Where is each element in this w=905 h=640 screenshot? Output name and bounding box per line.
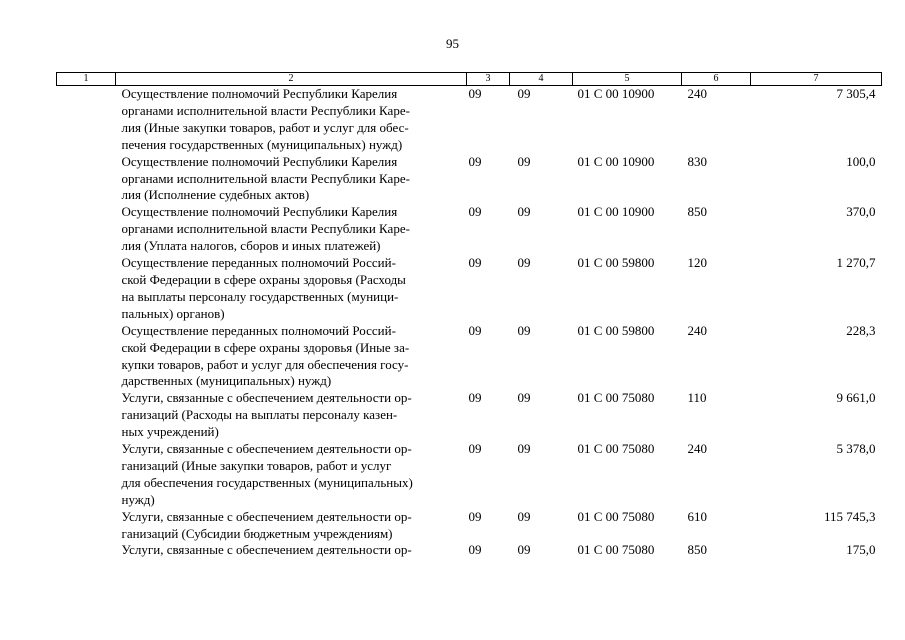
row-amount: 1 270,7 (836, 255, 876, 271)
row-expense-type: 240 (687, 86, 707, 101)
table-row (57, 154, 882, 205)
row-expense-type: 830 (687, 153, 707, 169)
row-subsection: 09 (517, 86, 531, 101)
row-expense-type: 110 (687, 390, 707, 406)
row-number-cell (57, 542, 116, 559)
header-col-6: 6 (682, 73, 751, 86)
description-line: органами исполнительной власти Республики Каре- (121, 170, 410, 186)
row-description (116, 390, 467, 441)
description-line: Осуществление переданных полномочий Россий- (121, 322, 396, 338)
description-line: ской Федерации в сфере охраны здоровья (Расходы (121, 271, 406, 287)
row-target-article: 01 С 00 75080 (577, 542, 655, 558)
description-line: ганизаций (Расходы на выплаты персоналу казен- (121, 407, 398, 423)
header-col-7: 7 (751, 73, 882, 86)
description-line: Осуществление полномочий Республики Карелия (121, 153, 398, 169)
row-subsection: 09 (517, 542, 531, 558)
row-section: 09 (468, 508, 482, 524)
row-section: 09 (468, 322, 482, 338)
row-target-article: 01 С 00 75080 (577, 441, 655, 457)
budget-table (56, 72, 882, 559)
row-subsection: 09 (517, 390, 531, 406)
table-row (57, 204, 882, 255)
description-line: Осуществление полномочий Республики Карелия (121, 86, 398, 101)
row-description (116, 323, 467, 391)
row-section: 09 (468, 542, 482, 558)
description-line: на выплаты персоналу государственных (муници- (121, 288, 399, 304)
row-description (116, 441, 467, 509)
description-line: Осуществление полномочий Республики Карелия (121, 204, 398, 220)
description-line: ской Федерации в сфере охраны здоровья (Иные за- (121, 339, 410, 355)
row-target-article: 01 С 00 10900 (577, 153, 655, 169)
row-section: 09 (468, 204, 482, 220)
row-description (116, 154, 467, 205)
row-number-cell (57, 441, 116, 509)
row-description (116, 509, 467, 543)
header-col-1: 1 (57, 73, 116, 86)
header-col-2: 2 (116, 73, 467, 86)
row-number-cell (57, 86, 116, 154)
row-section: 09 (468, 390, 482, 406)
row-description (116, 255, 467, 323)
row-section: 09 (468, 86, 482, 101)
row-expense-type: 120 (687, 255, 707, 271)
row-amount: 175,0 (846, 542, 876, 558)
row-target-article: 01 С 00 10900 (577, 204, 655, 220)
row-target-article: 01 С 00 59800 (577, 322, 655, 338)
row-subsection: 09 (517, 153, 531, 169)
description-line: Услуги, связанные с обеспечением деятельности ор- (121, 542, 412, 558)
row-subsection: 09 (517, 204, 531, 220)
row-amount: 100,0 (846, 153, 876, 169)
header-col-3: 3 (467, 73, 510, 86)
row-expense-type: 610 (687, 508, 707, 524)
row-expense-type: 850 (687, 204, 707, 220)
row-section: 09 (468, 441, 482, 457)
row-amount: 115 745,3 (823, 508, 876, 524)
row-expense-type: 240 (687, 441, 707, 457)
table-row (57, 323, 882, 391)
description-line: органами исполнительной власти Республики Каре- (121, 221, 410, 237)
row-amount: 9 661,0 (836, 390, 876, 406)
row-number-cell (57, 204, 116, 255)
header-col-5: 5 (573, 73, 682, 86)
table-row (57, 86, 882, 154)
row-expense-type: 240 (687, 322, 707, 338)
description-line: ганизаций (Субсидии бюджетным учреждениям) (121, 525, 393, 541)
row-target-article: 01 С 00 59800 (577, 255, 655, 271)
table-header (57, 73, 882, 86)
description-line: Услуги, связанные с обеспечением деятельности ор- (121, 441, 412, 457)
row-number-cell (57, 255, 116, 323)
table-row (57, 441, 882, 509)
row-section: 09 (468, 153, 482, 169)
row-number-cell (57, 323, 116, 391)
description-line: дарственных (муниципальных) нужд) (121, 373, 332, 389)
row-expense-type: 850 (687, 542, 707, 558)
table-row (57, 509, 882, 543)
description-line: Осуществление переданных полномочий Россий- (121, 255, 396, 271)
table-row (57, 255, 882, 323)
row-number-cell (57, 154, 116, 205)
description-line: лия (Исполнение судебных актов) (121, 187, 310, 203)
table-row (57, 542, 882, 559)
table-body (57, 86, 882, 560)
description-line: Услуги, связанные с обеспечением деятельности ор- (121, 508, 412, 524)
description-line: печения государственных (муниципальных) нужд) (121, 136, 403, 152)
row-amount: 370,0 (846, 204, 876, 220)
description-line: ных учреждений) (121, 424, 219, 440)
page-number: 95 (446, 36, 459, 51)
description-line: лия (Уплата налогов, сборов и иных платежей) (121, 238, 381, 254)
row-target-article: 01 С 00 10900 (577, 86, 655, 101)
row-description (116, 204, 467, 255)
header-col-4: 4 (510, 73, 573, 86)
description-line: Услуги, связанные с обеспечением деятельности ор- (121, 390, 412, 406)
row-target-article: 01 С 00 75080 (577, 390, 655, 406)
description-line: нужд) (121, 491, 155, 507)
header-row (57, 73, 882, 86)
row-amount: 228,3 (846, 322, 876, 338)
row-number-cell (57, 509, 116, 543)
row-section: 09 (468, 255, 482, 271)
row-subsection: 09 (517, 322, 531, 338)
description-line: ганизаций (Иные закупки товаров, работ и услуг (121, 457, 392, 473)
row-target-article: 01 С 00 75080 (577, 508, 655, 524)
description-line: органами исполнительной власти Республики Каре- (121, 102, 410, 118)
row-subsection: 09 (517, 508, 531, 524)
description-line: пальных) органов) (121, 305, 225, 321)
row-description (116, 542, 467, 559)
row-description (116, 86, 467, 154)
description-line: лия (Иные закупки товаров, работ и услуг для обес- (121, 119, 409, 135)
row-subsection: 09 (517, 255, 531, 271)
row-number-cell (57, 390, 116, 441)
row-amount: 5 378,0 (836, 441, 876, 457)
table-row (57, 390, 882, 441)
row-subsection: 09 (517, 441, 531, 457)
row-amount: 7 305,4 (836, 86, 876, 101)
description-line: купки товаров, работ и услуг для обеспечения госу- (121, 356, 409, 372)
description-line: для обеспечения государственных (муниципальных) (121, 474, 413, 490)
